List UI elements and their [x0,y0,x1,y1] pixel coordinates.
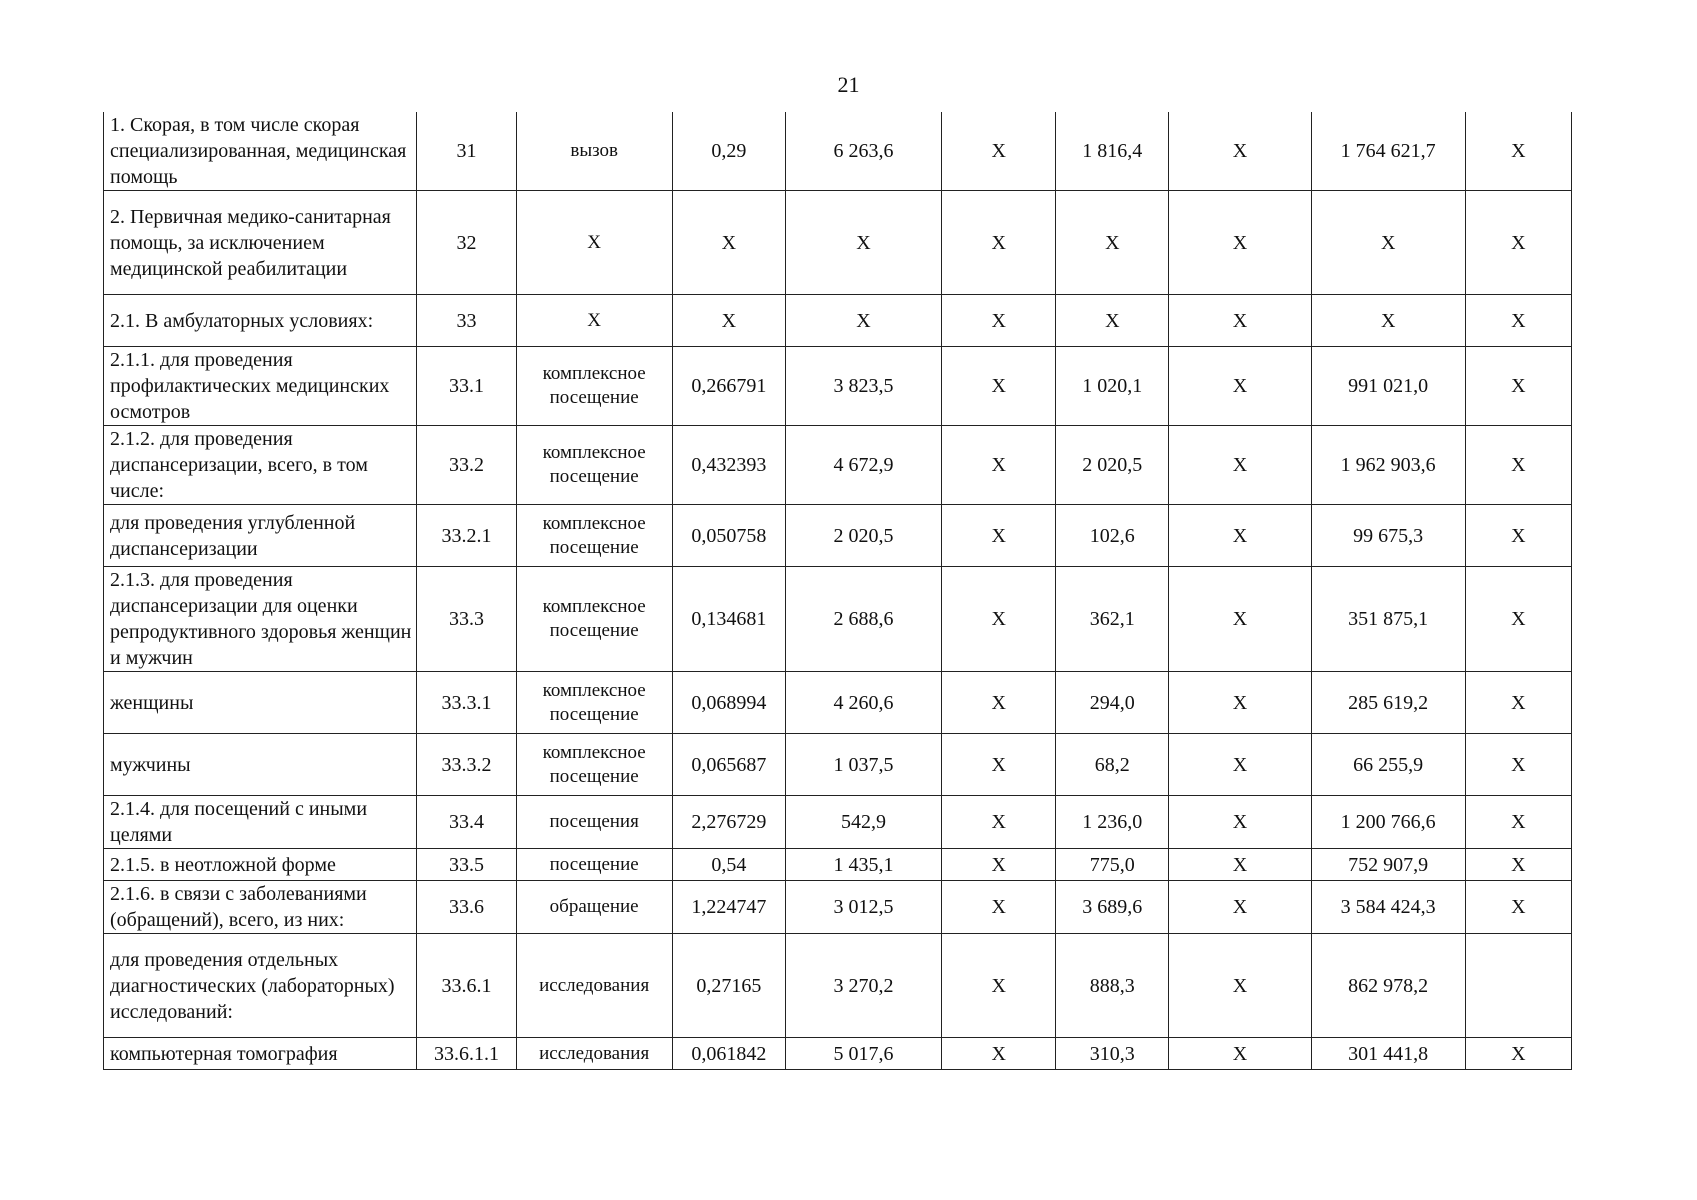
table-row [104,672,1572,734]
row-name: 2.1.6. в связи с заболеваниями (обращений), всего, из них: [104,881,417,934]
per-capita-cell: 1 236,0 [1056,796,1169,849]
cost-cell: 3 012,5 [785,881,941,934]
per-capita-cell: 294,0 [1056,672,1169,734]
col6-cell: Х [942,191,1056,295]
cost-cell: Х [785,191,941,295]
col10-cell: Х [1465,191,1571,295]
col10-cell: Х [1465,567,1571,672]
per-capita-cell: Х [1056,295,1169,347]
per-capita-cell: 310,3 [1056,1038,1169,1070]
table-row [104,191,1572,295]
per-capita-cell: 68,2 [1056,734,1169,796]
cost-cell: 3 823,5 [785,347,941,426]
col6-cell: Х [942,567,1056,672]
table-row [104,505,1572,567]
col8-cell: Х [1169,295,1311,347]
cost-cell: 6 263,6 [785,112,941,191]
total-cell: 99 675,3 [1311,505,1465,567]
unit-cell: исследования [516,1038,672,1070]
col8-cell: Х [1169,796,1311,849]
cost-cell: Х [785,295,941,347]
row-name: 1. Скорая, в том числе скорая специализированная, медицинская помощь [104,112,417,191]
col10-cell: Х [1465,112,1571,191]
volume-cell: Х [672,191,785,295]
unit-cell: посещения [516,796,672,849]
unit-cell: Х [516,295,672,347]
row-number: 33.2 [417,426,516,505]
col8-cell: Х [1169,505,1311,567]
row-number: 32 [417,191,516,295]
cost-cell: 4 260,6 [785,672,941,734]
unit-cell: комплексное посещение [516,505,672,567]
total-cell: 862 978,2 [1311,934,1465,1038]
volume-cell: 0,27165 [672,934,785,1038]
unit-cell: исследования [516,934,672,1038]
row-number: 33.6.1 [417,934,516,1038]
row-name: 2.1. В амбулаторных условиях: [104,295,417,347]
col8-cell: Х [1169,934,1311,1038]
row-number: 33 [417,295,516,347]
unit-cell: комплексное посещение [516,426,672,505]
volume-cell: 0,050758 [672,505,785,567]
row-name: для проведения углубленной диспансеризации [104,505,417,567]
col10-cell: Х [1465,672,1571,734]
col10-cell: Х [1465,505,1571,567]
row-name: для проведения отдельных диагностических (лабораторных) исследований: [104,934,417,1038]
col6-cell: Х [942,672,1056,734]
row-name: 2.1.5. в неотложной форме [104,849,417,881]
row-number: 33.6 [417,881,516,934]
volume-cell: 0,29 [672,112,785,191]
col10-cell: Х [1465,295,1571,347]
total-cell: 1 764 621,7 [1311,112,1465,191]
row-name: компьютерная томография [104,1038,417,1070]
row-name: женщины [104,672,417,734]
volume-cell: 0,54 [672,849,785,881]
col10-cell: Х [1465,734,1571,796]
col10-cell: Х [1465,849,1571,881]
unit-cell: посещение [516,849,672,881]
col10-cell: Х [1465,796,1571,849]
col8-cell: Х [1169,672,1311,734]
cost-cell: 1 037,5 [785,734,941,796]
table-row [104,934,1572,1038]
cost-cell: 3 270,2 [785,934,941,1038]
table-row [104,796,1572,849]
total-cell: 752 907,9 [1311,849,1465,881]
volume-cell: 1,224747 [672,881,785,934]
unit-cell: Х [516,191,672,295]
col6-cell: Х [942,295,1056,347]
row-number: 31 [417,112,516,191]
unit-cell: обращение [516,881,672,934]
col10-cell: Х [1465,426,1571,505]
total-cell: 351 875,1 [1311,567,1465,672]
volume-cell: 0,134681 [672,567,785,672]
per-capita-cell: 888,3 [1056,934,1169,1038]
table-row [104,295,1572,347]
cost-cell: 2 688,6 [785,567,941,672]
volume-cell: Х [672,295,785,347]
col8-cell: Х [1169,191,1311,295]
total-cell: Х [1311,295,1465,347]
volume-cell: 0,068994 [672,672,785,734]
cost-cell: 2 020,5 [785,505,941,567]
total-cell: 1 200 766,6 [1311,796,1465,849]
cost-cell: 4 672,9 [785,426,941,505]
col8-cell: Х [1169,426,1311,505]
row-number: 33.3 [417,567,516,672]
unit-cell: комплексное посещение [516,734,672,796]
per-capita-cell: 102,6 [1056,505,1169,567]
col6-cell: Х [942,934,1056,1038]
total-cell: 991 021,0 [1311,347,1465,426]
volume-cell: 0,061842 [672,1038,785,1070]
table-row [104,567,1572,672]
total-cell: 285 619,2 [1311,672,1465,734]
table-row [104,347,1572,426]
table-row [104,849,1572,881]
cost-cell: 542,9 [785,796,941,849]
col8-cell: Х [1169,112,1311,191]
row-number: 33.3.2 [417,734,516,796]
data-table [103,112,1572,1070]
total-cell: 1 962 903,6 [1311,426,1465,505]
row-number: 33.1 [417,347,516,426]
col8-cell: Х [1169,734,1311,796]
row-number: 33.3.1 [417,672,516,734]
volume-cell: 0,432393 [672,426,785,505]
col10-cell: Х [1465,1038,1571,1070]
col6-cell: Х [942,426,1056,505]
per-capita-cell: 3 689,6 [1056,881,1169,934]
row-name: 2.1.2. для проведения диспансеризации, всего, в том числе: [104,426,417,505]
col6-cell: Х [942,849,1056,881]
col6-cell: Х [942,1038,1056,1070]
col6-cell: Х [942,881,1056,934]
per-capita-cell: Х [1056,191,1169,295]
col6-cell: Х [942,734,1056,796]
per-capita-cell: 1 816,4 [1056,112,1169,191]
col6-cell: Х [942,347,1056,426]
per-capita-cell: 775,0 [1056,849,1169,881]
table-row [104,1038,1572,1070]
row-number: 33.5 [417,849,516,881]
col8-cell: Х [1169,347,1311,426]
table-row [104,734,1572,796]
row-number: 33.4 [417,796,516,849]
total-cell: 66 255,9 [1311,734,1465,796]
volume-cell: 2,276729 [672,796,785,849]
col8-cell: Х [1169,881,1311,934]
unit-cell: вызов [516,112,672,191]
volume-cell: 0,065687 [672,734,785,796]
col8-cell: Х [1169,849,1311,881]
col6-cell: Х [942,796,1056,849]
row-name: мужчины [104,734,417,796]
per-capita-cell: 1 020,1 [1056,347,1169,426]
per-capita-cell: 2 020,5 [1056,426,1169,505]
cost-cell: 5 017,6 [785,1038,941,1070]
row-name: 2.1.1. для проведения профилактических медицинских осмотров [104,347,417,426]
table-row [104,112,1572,191]
total-cell: Х [1311,191,1465,295]
per-capita-cell: 362,1 [1056,567,1169,672]
col10-cell: Х [1465,881,1571,934]
cost-cell: 1 435,1 [785,849,941,881]
table-row [104,881,1572,934]
row-number: 33.2.1 [417,505,516,567]
col6-cell: Х [942,112,1056,191]
col8-cell: Х [1169,567,1311,672]
table-row [104,426,1572,505]
total-cell: 3 584 424,3 [1311,881,1465,934]
row-name: 2.1.4. для посещений с иными целями [104,796,417,849]
row-number: 33.6.1.1 [417,1038,516,1070]
row-name: 2.1.3. для проведения диспансеризации для оценки репродуктивного здоровья женщин и мужчин [104,567,417,672]
total-cell: 301 441,8 [1311,1038,1465,1070]
unit-cell: комплексное посещение [516,347,672,426]
col10-cell [1465,934,1571,1038]
unit-cell: комплексное посещение [516,672,672,734]
col10-cell: Х [1465,347,1571,426]
volume-cell: 0,266791 [672,347,785,426]
col6-cell: Х [942,505,1056,567]
col8-cell: Х [1169,1038,1311,1070]
page-number: 21 [837,72,860,97]
row-name: 2. Первичная медико-санитарная помощь, за исключением медицинской реабилитации [104,191,417,295]
unit-cell: комплексное посещение [516,567,672,672]
